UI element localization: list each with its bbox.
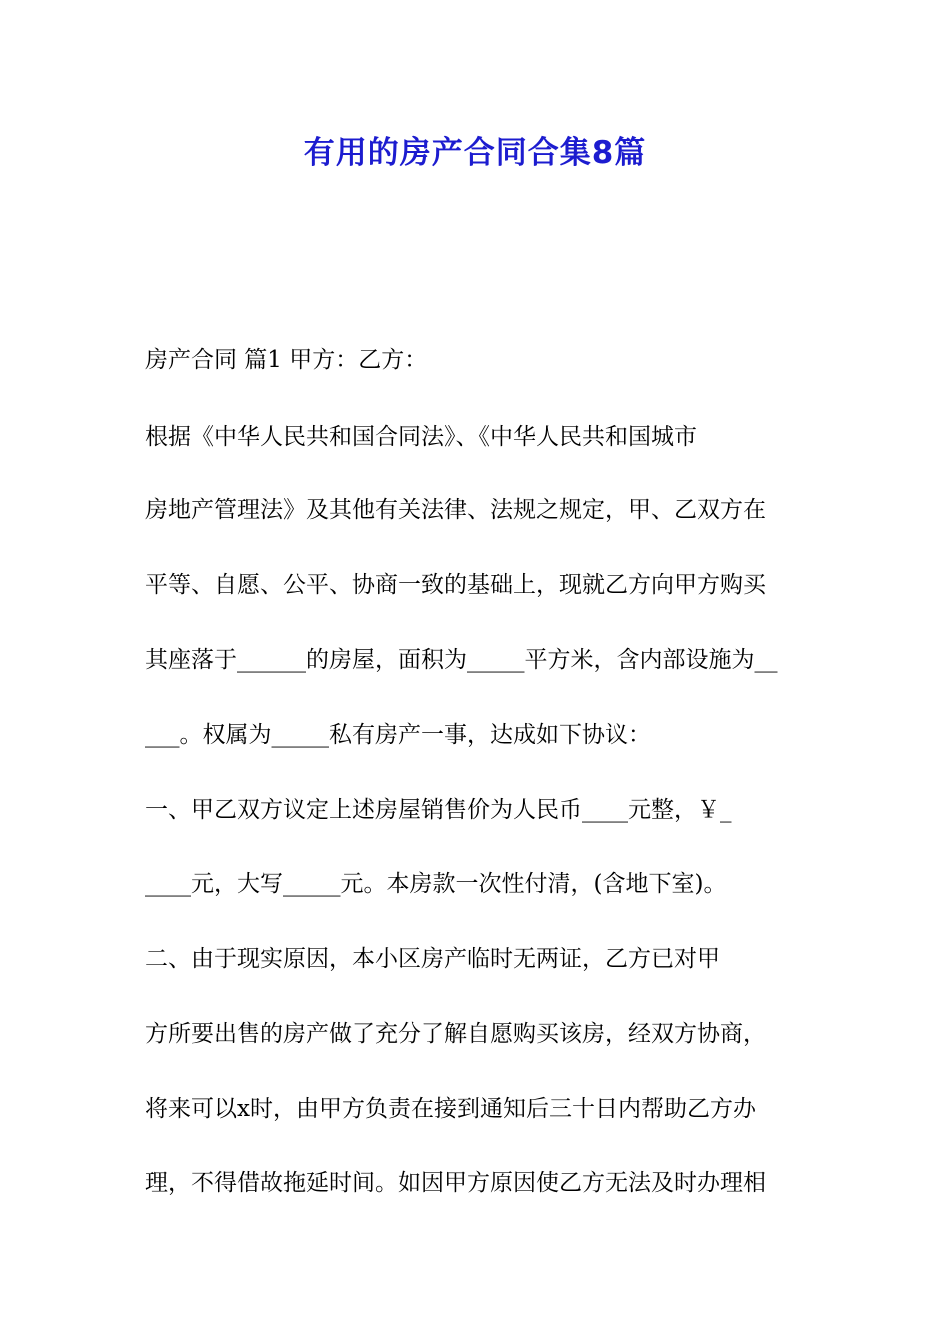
text-line: 方所要出售的房产做了充分了解自愿购买该房，经双方协商，: [145, 1021, 766, 1047]
text-line: 其座落于______的房屋，面积为_____平方米，含内部设施为__: [145, 647, 778, 673]
text-line: 将来可以x时，由甲方负责在接到通知后三十日内帮助乙方办: [145, 1096, 756, 1122]
text-line: 一、甲乙双方议定上述房屋销售价为人民币____元整，￥_: [145, 797, 732, 823]
text-line: ____元，大写_____元。本房款一次性付清，(含地下室)。: [145, 871, 727, 897]
text-line: 房产合同 篇1 甲方：乙方：: [145, 347, 428, 373]
text-line: 二、由于现实原因，本小区房产临时无两证，乙方已对甲: [145, 946, 720, 972]
text-line: 理，不得借故拖延时间。如因甲方原因使乙方无法及时办理相: [145, 1170, 766, 1196]
document-title: 有用的房产合同合集8篇: [303, 135, 647, 171]
text-line: ___。权属为_____私有房产一事，达成如下协议：: [145, 722, 651, 748]
text-line: 房地产管理法》及其他有关法律、法规之规定，甲、乙双方在: [145, 497, 766, 523]
text-line: 平等、自愿、公平、协商一致的基础上，现就乙方向甲方购买: [145, 572, 766, 598]
text-line: 根据《中华人民共和国合同法》、《中华人民共和国城市: [145, 424, 697, 450]
